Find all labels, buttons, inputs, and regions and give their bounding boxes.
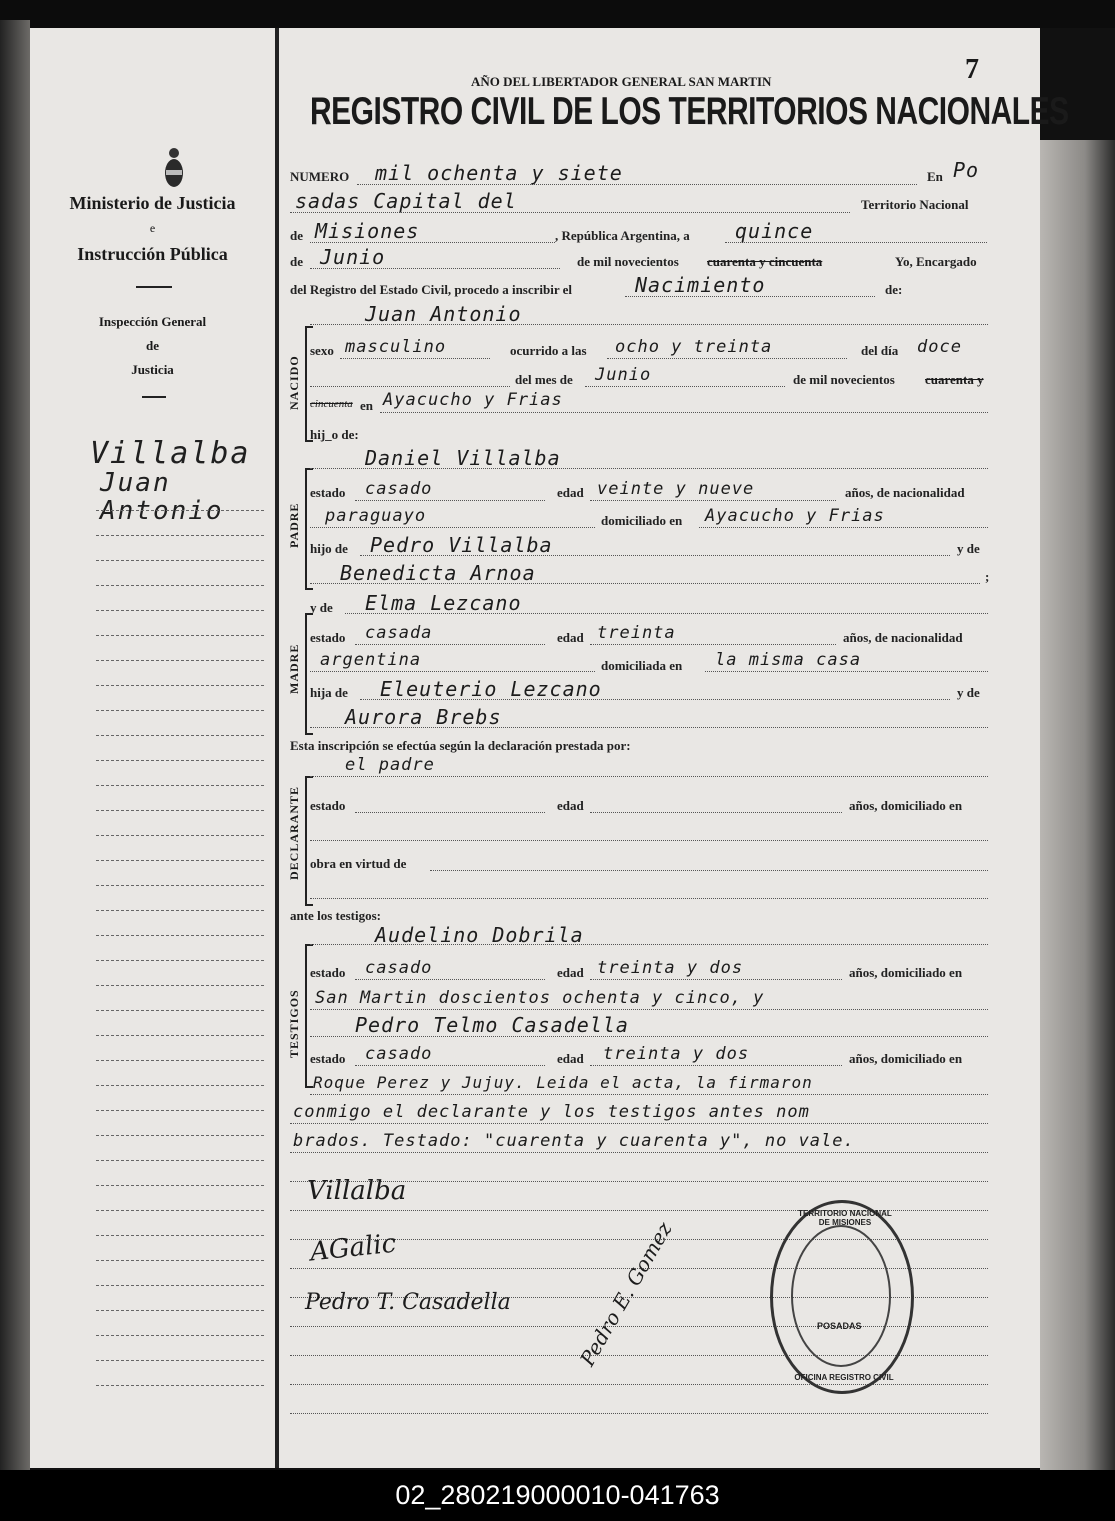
book-right-edge (1040, 140, 1115, 1470)
form-line (290, 1384, 988, 1385)
padre-section-label: PADRE (287, 502, 301, 548)
testigos-section-label: TESTIGOS (287, 989, 301, 1058)
sidebar-line (96, 710, 264, 711)
ministry-line-2: e (149, 221, 156, 235)
sidebar-line (96, 1335, 264, 1336)
signature-officer: Pedro E. Gomez (575, 1217, 677, 1370)
madre-father-value: Eleuterio Lezcano (380, 677, 602, 701)
nacido-section-label: NACIDO (287, 355, 301, 410)
witness1-domicilio-label: años, domiciliado en (849, 965, 963, 980)
inspection-line-1: Inspección General (98, 314, 207, 329)
sidebar-line (96, 735, 264, 736)
en-label: En (927, 169, 943, 184)
year-printed: cuarenta y (925, 372, 984, 387)
page-divider (275, 28, 279, 1468)
sidebar-line (96, 510, 264, 511)
sidebar-line (96, 960, 264, 961)
madre-estado-value: casada (365, 623, 433, 643)
sidebar-line (96, 635, 264, 636)
registro-label: del Registro del Estado Civil, procedo a inscribir el (290, 282, 573, 297)
witness2-domicilio-label: años, domiciliado en (849, 1051, 963, 1066)
de-label: de (290, 228, 303, 243)
padre-edad-label: edad (557, 485, 584, 500)
sidebar-line (96, 760, 264, 761)
day-value: quince (735, 219, 814, 243)
declarante-name: el padre (345, 755, 435, 775)
sidebar-line (96, 1085, 264, 1086)
sidebar-line (96, 660, 264, 661)
padre-domicilio-value: Ayacucho y Frias (705, 506, 885, 526)
nacido-name: Juan Antonio (365, 302, 522, 326)
sidebar-line (96, 1035, 264, 1036)
territory-value: Misiones (315, 219, 420, 243)
hora-value: ocho y treinta (615, 337, 773, 357)
dia-label: del día (861, 343, 899, 358)
witness1-edad-label: edad (557, 965, 584, 980)
ministry-line-1: Ministerio de Justicia (69, 193, 236, 213)
sidebar-line (96, 910, 264, 911)
signature-witness-2: Pedro T. Casadella (305, 1290, 511, 1315)
madre-domicilio-value: la misma casa (715, 650, 862, 670)
witness2-estado-label: estado (310, 1051, 346, 1066)
sidebar-line (96, 1160, 264, 1161)
margin-middle-name: Antonio (100, 496, 224, 526)
madre-mother-value: Aurora Brebs (345, 705, 502, 729)
madre-nacionalidad-value: argentina (320, 650, 422, 670)
de2-label: de (290, 254, 303, 269)
signature-witness-1: AGalic (308, 1228, 398, 1268)
mes-label: del mes de (515, 372, 573, 387)
mil-label: de mil novecientos (793, 372, 895, 387)
sidebar-rule (136, 286, 172, 288)
declarante-estado-label: estado (310, 798, 346, 813)
witness2-edad: treinta y dos (603, 1044, 750, 1064)
sidebar-line (96, 1110, 264, 1111)
numero-label: NUMERO (290, 169, 350, 184)
padre-estado-value: casado (365, 479, 433, 499)
witness1-estado: casado (365, 958, 433, 978)
padre-estado-label: estado (310, 485, 346, 500)
mes-value: Junio (595, 365, 652, 385)
seal-center-text: POSADAS (817, 1321, 862, 1331)
lugar-value: Ayacucho y Frias (383, 390, 563, 410)
madre-hija-label: hija de (310, 685, 348, 700)
sexo-label: sexo (310, 343, 334, 358)
coat-of-arms-icon (164, 146, 184, 190)
ministry-line-3: Instrucción Pública (77, 244, 228, 264)
inspection-line-2: de (146, 338, 159, 353)
sidebar-line (96, 810, 264, 811)
sidebar-line (96, 1135, 264, 1136)
sexo-value: masculino (345, 337, 447, 357)
declarante-bracket (305, 776, 313, 906)
nacido-en-label: en (360, 398, 373, 413)
madre-y-de-label: y de (310, 600, 333, 615)
page-title: REGISTRO CIVIL DE LOS TERRITORIOS NACIONALES (310, 90, 1069, 133)
sidebar-line (96, 560, 264, 561)
witness1-estado-label: estado (310, 965, 346, 980)
scan-top-edge (0, 0, 1115, 28)
padre-semicolon: ; (985, 569, 990, 584)
sidebar-line (96, 535, 264, 536)
sidebar-line (96, 685, 264, 686)
book-left-edge (0, 20, 30, 1470)
closing-line-1: conmigo el declarante y los testigos antes nom (293, 1102, 810, 1122)
sidebar-line (96, 1060, 264, 1061)
sidebar-line (96, 1260, 264, 1261)
padre-hijo-label: hijo de (310, 541, 348, 556)
year-banner: AÑO DEL LIBERTADOR GENERAL SAN MARTIN (471, 74, 772, 89)
seal-top-text: TERRITORIO NACIONAL DE MISIONES (798, 1209, 892, 1227)
declarante-edad-label: edad (557, 798, 584, 813)
sidebar-line (96, 1185, 264, 1186)
sidebar-line (96, 1235, 264, 1236)
witness2-estado: casado (365, 1044, 433, 1064)
margin-first-name: Juan (100, 468, 171, 498)
padre-father-value: Pedro Villalba (370, 533, 553, 557)
sidebar-rule-2 (142, 396, 166, 398)
en-value: Po (953, 158, 980, 182)
numero-value: mil ochenta y siete (375, 161, 623, 185)
place-value: sadas Capital del (295, 189, 517, 213)
witness1-name: Audelino Dobrila (375, 923, 584, 947)
sidebar-line (96, 1210, 264, 1211)
margin-surname: Villalba (90, 436, 251, 471)
sidebar-line (96, 935, 264, 936)
sidebar-line (96, 610, 264, 611)
ocurrido-label: ocurrido a las (510, 343, 587, 358)
madre-nacionalidad-label: años, de nacionalidad (843, 630, 963, 645)
madre-edad-value: treinta (597, 623, 676, 643)
madre-y-de2-label: y de (957, 685, 980, 700)
month-value: Junio (320, 245, 386, 269)
declarante-section-label: DECLARANTE (287, 785, 301, 880)
sidebar-line (96, 785, 264, 786)
madre-domicilio-label: domiciliada en (601, 658, 683, 673)
republica-label: , República Argentina, a (555, 228, 690, 243)
sidebar-line (96, 1360, 264, 1361)
witness1-domicilio: San Martin doscientos ochenta y cinco, y (315, 988, 765, 1008)
padre-mother-value: Benedicta Arnoa (340, 561, 536, 585)
padre-y-de-label: y de (957, 541, 980, 556)
padre-edad-value: veinte y nueve (597, 479, 755, 499)
declarante-domicilio-label: años, domiciliado en (849, 798, 963, 813)
image-id-footer: 02_280219000010-041763 (0, 1470, 1115, 1521)
madre-estado-label: estado (310, 630, 346, 645)
padre-domicilio-label: domiciliado en (601, 513, 683, 528)
sidebar-line (96, 885, 264, 886)
padre-nacionalidad-value: paraguayo (325, 506, 427, 526)
sidebar-line (96, 1385, 264, 1386)
sidebar-line (96, 585, 264, 586)
encargado-label: Yo, Encargado (895, 254, 977, 269)
padre-name: Daniel Villalba (365, 446, 561, 470)
year-hand: cincuenta (310, 398, 353, 410)
signature-declarante: Villalba (307, 1176, 407, 1206)
sidebar-line (96, 1010, 264, 1011)
registration-form (285, 28, 1069, 1468)
de3-label: de: (885, 282, 903, 297)
witness2-domicilio: Roque Perez y Jujuy. Leida el acta, la firmaron (313, 1073, 813, 1092)
madre-section-label: MADRE (287, 643, 301, 694)
year-value: cuarenta y cincuenta (707, 254, 823, 269)
sidebar-line (96, 860, 264, 861)
sidebar-line (96, 835, 264, 836)
official-seal (770, 1200, 914, 1394)
sidebar-line (96, 1285, 264, 1286)
witness2-name: Pedro Telmo Casadella (355, 1013, 629, 1037)
sidebar-margin (30, 28, 275, 1468)
seal-inner-ring (791, 1225, 891, 1367)
obra-label: obra en virtud de (310, 856, 407, 871)
padre-nacionalidad-label: años, de nacionalidad (845, 485, 965, 500)
witness2-edad-label: edad (557, 1051, 584, 1066)
form-line (290, 1413, 988, 1414)
dia-value: doce (917, 337, 962, 357)
declaracion-label: Esta inscripción se efectúa según la declaración prestada por: (290, 738, 631, 753)
sidebar-line (96, 985, 264, 986)
year-label: de mil novecientos (577, 254, 679, 269)
madre-edad-label: edad (557, 630, 584, 645)
seal-bottom-text: OFICINA REGISTRO CIVIL (794, 1373, 894, 1382)
sidebar-line (96, 1310, 264, 1311)
territorio-label: Territorio Nacional (861, 197, 969, 212)
page-number: 7 (965, 54, 979, 85)
inspection-line-3: Justicia (131, 362, 174, 377)
madre-name: Elma Lezcano (365, 591, 522, 615)
witness1-edad: treinta y dos (597, 958, 744, 978)
testigos-label: ante los testigos: (290, 908, 381, 923)
act-value: Nacimiento (635, 273, 766, 297)
hijo-label: hij_o de: (310, 427, 359, 442)
closing-line-2: brados. Testado: "cuarenta y cuarenta y", no vale. (293, 1131, 855, 1151)
